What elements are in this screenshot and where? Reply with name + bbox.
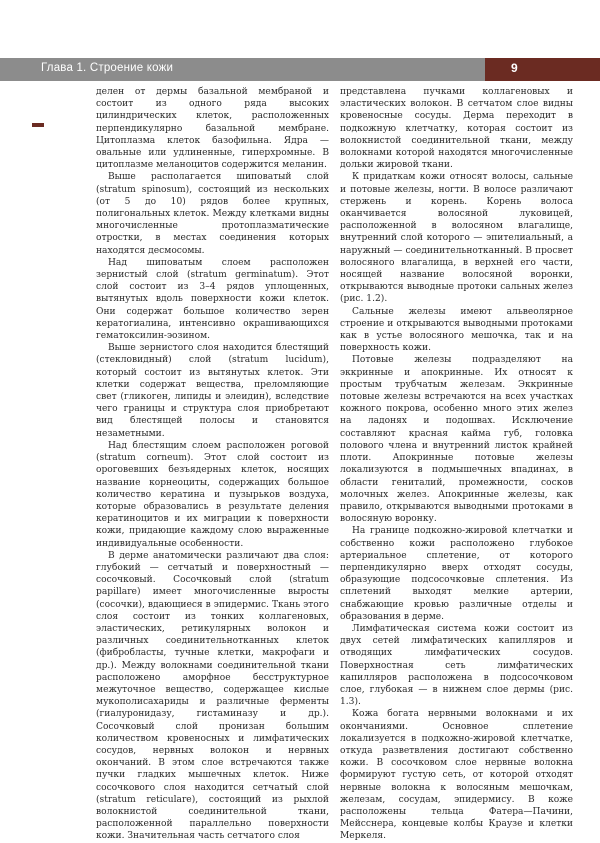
- paragraph: Лимфатическая система кожи состоит из двух сетей лимфатических капилляров и отводящих лимфатических сосудов. Поверхностная сеть лимфатических капилляров расположена в подсосочковом слое, глубокая — в нижнем слое дермы (рис. 1.3).: [340, 623, 573, 708]
- left-text-column: [96, 86, 329, 843]
- paragraph: представлена пучками коллагеновых и эластических волокон. В сетчатом слое видны кровеносные сосуды. Дерма переходит в подкожную клетчатку, которая состоит из волокнистой соединительной ткани, между волокнами которой находятся многочисленные дольки жировой ткани.: [340, 87, 573, 171]
- page-number: 9: [511, 61, 518, 75]
- paragraph: Над блестящим слоем расположен роговой (stratum corneum). Этот слой состоит из ороговевших безъядерных клеток, носящих название корнеоциты, содержащих большое количество кератина и пузырьков воздуха, которые образовались в результате деления кератиноцитов и их миграции к поверхности кожи, придающие каждому слою выраженные индивидуальные особенности.: [96, 440, 329, 549]
- chapter-title: Глава 1. Строение кожи: [41, 62, 174, 74]
- page-number-box: [485, 58, 600, 81]
- right-text-column: [340, 86, 573, 843]
- paragraph: делен от дермы базальной мембраной и состоит из одного ряда высоких цилиндрических клеток, расположенных перпендикулярно базальной мембране. Цитоплазма клеток базофильна. Ядра — овальные или удлиненные, гиперхромные. В цитоплазме меланоцитов содержится меланин.: [96, 87, 329, 171]
- paragraph: К придаткам кожи относят волосы, сальные и потовые железы, ногти. В волосе различают стержень и корень. Корень волоса оканчивается волосяной луковицей, расположенной в волосяном влагалище, внутренний слой которого — эпителиальный, а наружный — соединительнотканный. В просвет волосяного влагалища, в верхней его части, носящей название волосяной воронки, открываются выводные протоки сальных желез (рис. 1.2).: [340, 172, 573, 305]
- paragraph: Потовые железы подразделяют на эккринные и апокринные. Их относят к простым трубчатым железам. Эккринные потовые железы встречаются на всех участках кожного покрова, особенно много этих желез на ладонях и подошвах. Исключение составляют красная кайма губ, головка полового члена и внутренний листок крайней плоти. Апокринные потовые железы локализуются в подмышечных впадинах, в области гениталий, промежности, сосков молочных желез. Апокринные железы, как правило, открываются выводными протоками в волосяную воронку.: [340, 355, 573, 525]
- paragraph: В дерме анатомически различают два слоя: глубокий — сетчатый и поверхностный — сосочковый. Сосочковый слой (stratum papillare) имеет многочисленные выросты (сосочки), вдающиеся в эпидермис. Ткань этого слоя состоит из тонких коллагеновых, эластических, ретикулярных волокон и различных соединительнотканных клеток (фибробласты, тучные клетки, макрофаги и др.). Между волокнами соединительной ткани расположено аморфное бесструктурное межуточное вещество, содержащее кислые мукополисахариды и различные ферменты (гиалуронидазу, гистаминазу и др.). Сосочковый слой пронизан большим количеством кровеносных и лимфатических сосудов, нервных волокон и нервных окончаний. В этом слое встречаются также пучки гладких мышечных клеток. Ниже сосочкового слоя находится сетчатый слой (stratum reticulare), состоящий из рыхлой волокнистой соединительной ткани, расположенной параллельно поверхности кожи. Значительная часть сетчатого слоя: [96, 550, 329, 842]
- paragraph: Над шиповатым слоем расположен зернистый слой (stratum germinatum). Этот слой состоит из 3–4 рядов уплощенных, вытянутых вдоль поверхности кожи клеток. Они содержат большое количество зерен кератогиалина, интенсивно окрашивающихся гематоксилин-эозином.: [96, 257, 329, 342]
- paragraph: Выше располагается шиповатый слой (stratum spinosum), состоящий из нескольких (от 5 до 10) рядов более крупных, полигональных клеток. Между клетками видны многочисленные протоплазматические отростки, в местах соединения которых находятся десмосомы.: [96, 172, 329, 256]
- paragraph: Сальные железы имеют альвеолярное строение и открываются выводными протоками как в устье волосяного мешочка, так и на поверхность кожи.: [340, 306, 573, 354]
- paragraph: На границе подкожно-жировой клетчатки и собственно кожи расположено глубокое артериальное сплетение, от которого перпендикулярно вверх отходят сосуды, образующие подсосочковые сплетения. Из сплетений выходят мелкие артерии, снабжающие кровью различные отделы и образования в дерме.: [340, 526, 573, 622]
- paragraph: Кожа богата нервными волокнами и их окончаниями. Основное сплетение локализуется в подкожно-жировой клетчатке, откуда разветвления достигают собственно кожи. В сосочковом слое нервные волокна формируют густую сеть, от которой отходят нервные волокна к волосяным мешочкам, железам, сосудам, эпидермису. В коже расположены тельца Фатера—Пачини, Мейсснера, концевые колбы Краузе и клетки Меркеля.: [340, 709, 573, 842]
- paragraph: Выше зернистого слоя находится блестящий (стекловидный) слой (stratum lucidum), который состоит из вытянутых клеток. Эти клетки содержат вещества, преломляющие свет (гликоген, липиды и элеидин), вследствие чего границы и структура слоя приобретают вид блестящей полосы и становятся незаметными.: [96, 343, 329, 439]
- margin-marker: [32, 123, 44, 127]
